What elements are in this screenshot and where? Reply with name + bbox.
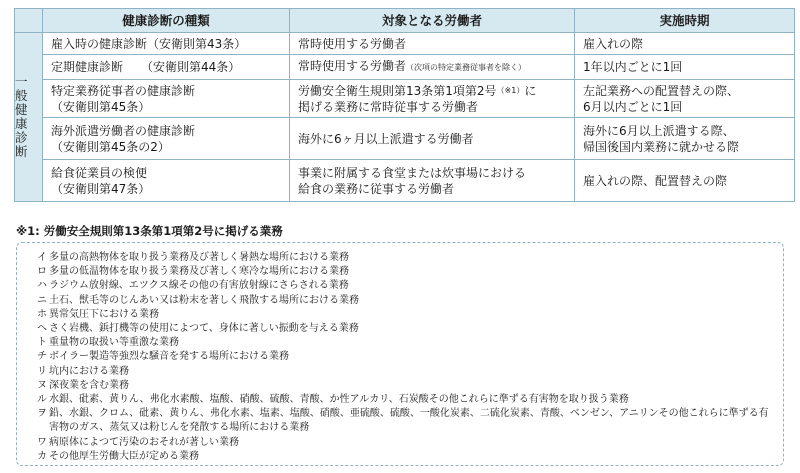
cell-type: 雇入時の健康診断（安衛則第43条） <box>43 33 290 55</box>
list-item: ヘ さく岩機、鋲打機等の使用によつて、身体に著しい振動を与える業務 <box>37 323 359 335</box>
cell-timing: 海外に6月以上派遣する際、 帰国後国内業務に就かせる際 <box>575 118 795 160</box>
header-corner <box>15 9 43 33</box>
list-item: ト 重量物の取扱い等重激な業務 <box>37 337 179 349</box>
footnote-box <box>16 242 784 466</box>
health-checkup-table <box>14 8 795 202</box>
table-row <box>15 160 795 202</box>
header-target: 対象となる労働者 <box>290 9 575 33</box>
target-note: （次項の特定業務従事者を除く） <box>406 63 527 72</box>
list-item: ワ 病原体によつて汚染のおそれが著しい業務 <box>37 436 239 448</box>
table-row <box>15 80 795 118</box>
list-item: ヲ 鉛、水銀、クロム、砒素、黄りん、弗化水素、塩素、塩酸、硝酸、亜硫酸、硫酸、一酸化炭素、二硫化炭素、青酸、ベンゼン、アニリンその他これらに準ずる有害物のガス、蒸気又は粉じんを発散する場所における業務 <box>37 408 769 434</box>
cell-type: 海外派遣労働者の健康診断 （安衛則第45条の2） <box>43 118 290 160</box>
list-item: ル 水銀、砒素、黄りん、弗化水素酸、塩酸、硝酸、硫酸、青酸、か性アルカリ、石炭酸その他これらに準ずる有害物を取り扱う業務 <box>37 394 629 406</box>
business-list <box>37 251 777 464</box>
cell-timing: 1年以内ごとに1回 <box>575 55 795 80</box>
header-timing: 実施時期 <box>575 9 795 33</box>
list-item: チ ボイラー製造等強烈な騒音を発する場所における業務 <box>37 351 289 363</box>
cell-target: 常時使用する労働者 <box>290 33 575 55</box>
cell-timing: 左記業務への配置替えの際、 6月以内ごとに1回 <box>575 80 795 118</box>
list-item: ロ 多量の低温物体を取り扱う業務及び著しく寒冷な場所における業務 <box>37 266 349 278</box>
footnote-marker: （※1） <box>496 85 525 95</box>
table-row <box>15 118 795 160</box>
cell-timing: 雇入れの際 <box>575 33 795 55</box>
list-item: ニ 土石、獣毛等のじんあい又は粉末を著しく飛散する場所における業務 <box>37 294 359 306</box>
cell-target: 常時使用する労働者（次項の特定業務従事者を除く） <box>290 55 575 80</box>
list-item: カ その他厚生労働大臣が定める業務 <box>37 450 199 462</box>
list-item: ヌ 深夜業を含む業務 <box>37 379 129 391</box>
list-item: ホ 異常気圧下における業務 <box>37 308 159 320</box>
cell-target: 海外に6ヶ月以上派遣する労働者 <box>290 118 575 160</box>
list-item: イ 多量の高熱物体を取り扱う業務及び著しく暑熱な場所における業務 <box>37 252 349 263</box>
list-item: ハ ラジウム放射線、エツクス線その他の有害放射線にさらされる業務 <box>37 280 349 292</box>
cell-target: 事業に附属する食堂または炊事場における 給食の業務に従事する労働者 <box>290 160 575 202</box>
cell-type: 定期健康診断 （安衛則第44条） <box>43 55 290 80</box>
table-row <box>15 33 795 55</box>
list-item: リ 坑内における業務 <box>37 365 129 377</box>
cell-type: 給食従業員の検便 （安衛則第47条） <box>43 160 290 202</box>
cell-target: 労働安全衛生規則第13条第1項第2号$^{(※1)}$に 掲げる業務に常時従事する労働者 <box>290 80 575 118</box>
table-row <box>15 55 795 80</box>
side-label-general-checkup: 一 般 健 康 診 断 <box>15 33 43 202</box>
header-type: 健康診断の種類 <box>43 9 290 33</box>
table-header-row <box>15 9 795 33</box>
cell-type: 特定業務従事者の健康診断 （安衛則第45条） <box>43 80 290 118</box>
footnote-title: ※1: 労働安全規則第13条第1項第2号に掲げる業務 <box>16 224 283 238</box>
cell-timing: 雇入れの際、配置替えの際 <box>575 160 795 202</box>
